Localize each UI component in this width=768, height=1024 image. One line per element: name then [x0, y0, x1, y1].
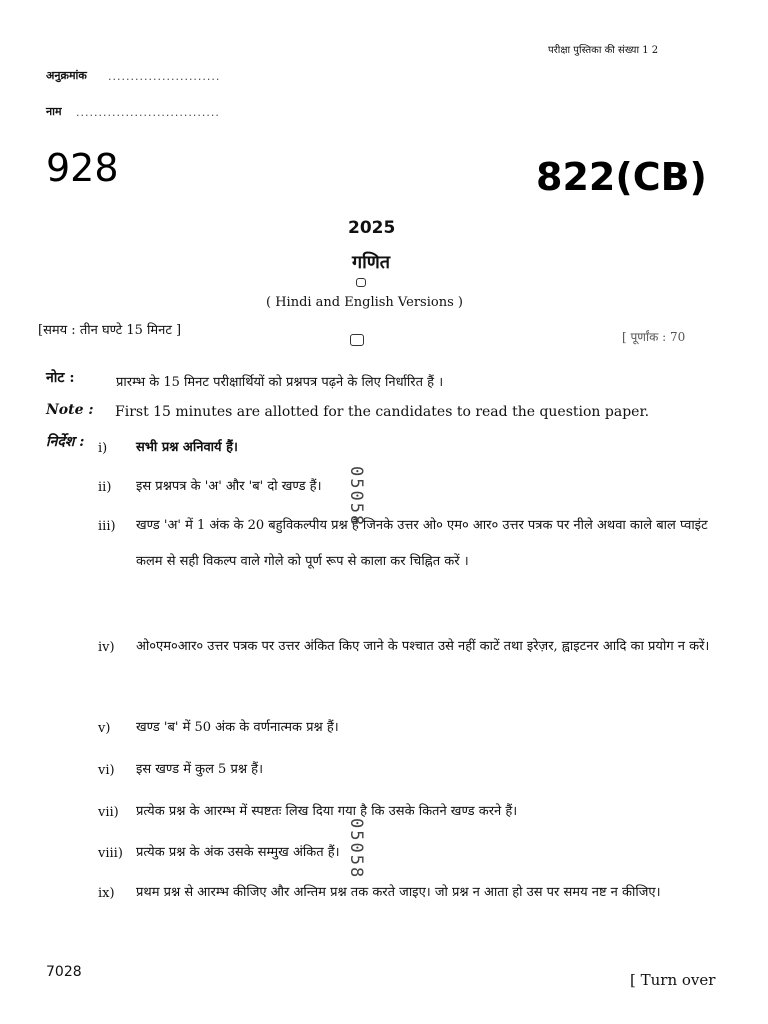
instruction-number: v) [98, 721, 111, 736]
instruction-item: इस खण्ड में कुल 5 प्रश्न हैं। [136, 762, 263, 777]
english-note-text: First 15 minutes are allotted for the candidates to read the question paper. [115, 404, 650, 420]
footer-code: 7028 [46, 964, 82, 980]
english-note-label: Note : [46, 402, 94, 418]
instruction-number: vi) [98, 763, 115, 778]
instruction-item: खण्ड 'अ' में 1 अंक के 20 बहुविकल्पीय प्रश्न हैं जिनके उत्तर ओ० एम० आर० उत्तर पत्रक पर नीले अथवा काले बाल प्वाइंट कलम से सही विकल्प वाले गोले को पूर्ण रूप से काला कर चिह्नित करें । [136, 518, 708, 569]
roll-number-fill[interactable]: ......................... [108, 70, 221, 83]
exam-year: 2025 [348, 218, 396, 238]
instruction-item: ओ०एम०आर० उत्तर पत्रक पर उत्तर अंकित किए जाने के पश्चात उसे नहीं काटें तथा इरेज़र, ह्वाइटनर आदि का प्रयोग न करें। [136, 639, 710, 654]
turn-over-label: [ Turn over [630, 971, 716, 989]
instruction-number: i) [98, 441, 108, 456]
time-allowed: [समय : तीन घण्टे 15 मिनट ] [38, 323, 182, 338]
serial-stamp: 05058 [346, 818, 366, 880]
instruction-number: iv) [98, 640, 115, 655]
center-circle-mark-icon [350, 334, 364, 346]
roll-number-label: अनुक्रमांक [46, 69, 87, 82]
top-right-note: परीक्षा पुस्तिका की संख्या 1 2 [548, 45, 659, 56]
hindi-note-label: नोट : [46, 370, 75, 386]
instruction-item: प्रथम प्रश्न से आरम्भ कीजिए और अन्तिम प्रश्न तक करते जाइए। जो प्रश्न न आता हो उस पर समय नष्ट न कीजिए। [136, 885, 661, 900]
serial-stamp: 05058 [346, 466, 366, 528]
instruction-number: viii) [98, 846, 123, 861]
instruction-item: सभी प्रश्न अनिवार्य हैं। [136, 440, 238, 455]
instruction-number: iii) [98, 519, 116, 534]
paper-code-right: 822(CB) [536, 155, 707, 199]
instruction-item: प्रत्येक प्रश्न के अंक उसके सम्मुख अंकित हैं। [136, 845, 340, 860]
instructions-label: निर्देश : [46, 434, 85, 450]
instruction-item: खण्ड 'ब' में 50 अंक के वर्णनात्मक प्रश्न हैं। [136, 720, 339, 735]
subject-title: गणित [352, 252, 391, 273]
paper-code-left: 928 [46, 146, 119, 190]
name-fill[interactable]: ................................ [76, 106, 220, 119]
versions-note: ( Hindi and English Versions ) [266, 295, 463, 310]
instruction-number: vii) [98, 805, 119, 820]
instruction-number: ii) [98, 480, 112, 495]
hindi-note-text: प्रारम्भ के 15 मिनट परीक्षार्थियों को प्रश्नपत्र पढ़ने के लिए निर्धारित हैं । [116, 375, 444, 390]
instruction-item: इस प्रश्नपत्र के 'अ' और 'ब' दो खण्ड हैं। [136, 479, 322, 494]
maximum-marks: [ पूर्णांक : 70 [622, 330, 686, 344]
instruction-number: ix) [98, 886, 115, 901]
instruction-item: प्रत्येक प्रश्न के आरम्भ में स्पष्टतः लिख दिया गया है कि उसके कितने खण्ड करने हैं। [136, 804, 518, 819]
small-mark-icon [356, 278, 366, 287]
name-label: नाम [46, 105, 62, 118]
